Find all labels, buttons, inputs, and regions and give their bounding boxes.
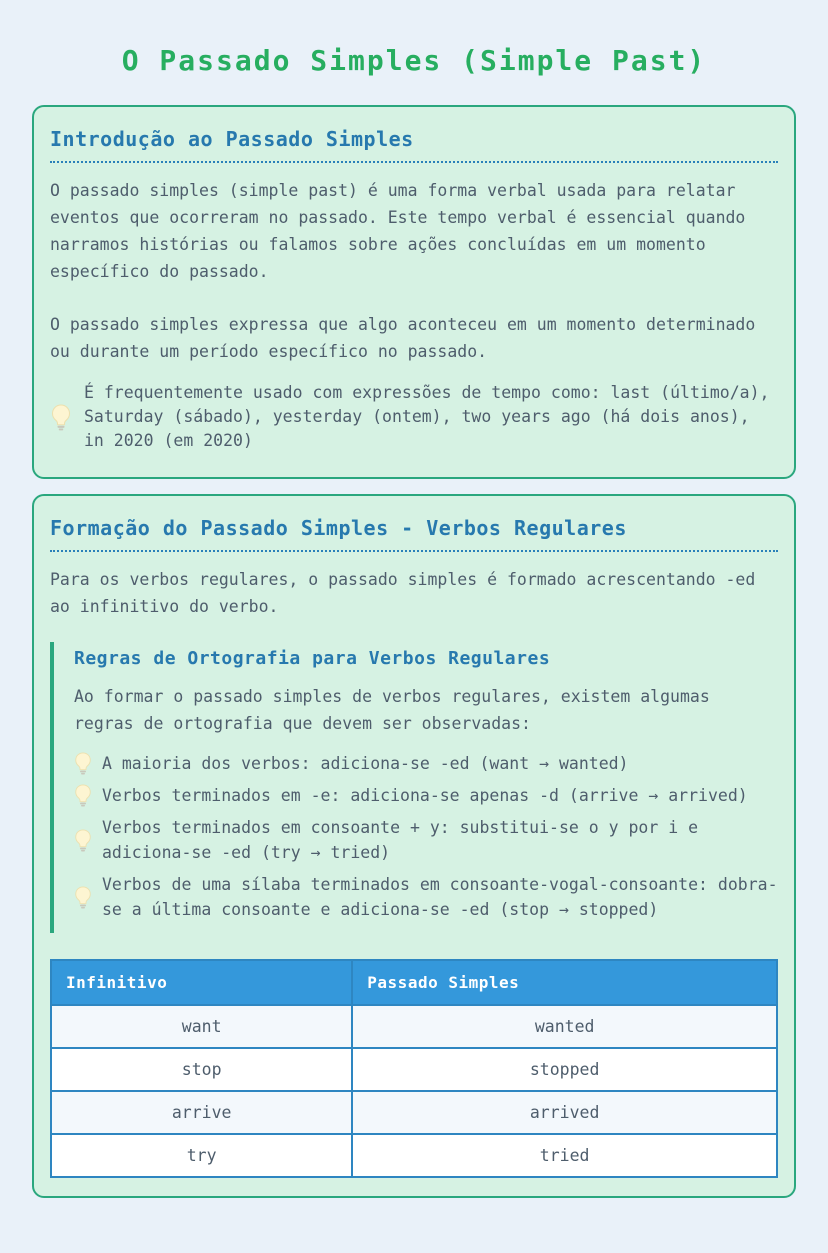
- intro-card-heading: Introdução ao Passado Simples: [50, 121, 778, 163]
- table-row: [51, 1048, 777, 1091]
- table-cell-past: tried: [352, 1134, 777, 1177]
- intro-card: [32, 105, 796, 479]
- rule-text: Verbos terminados em consoante + y: substitui-se o y por i e adiciona-se -ed (try → tried): [102, 818, 699, 862]
- table-cell-infinitive: try: [51, 1134, 352, 1177]
- table-cell-infinitive: stop: [51, 1048, 352, 1091]
- lightbulb-icon: [50, 404, 72, 431]
- spelling-rules-list: [74, 751, 778, 922]
- rule-text: Verbos de uma sílaba terminados em consoante-vogal-consoante: dobra-se a última consoante e adiciona-se -ed (stop → stopped): [102, 875, 778, 919]
- rule-text: Verbos terminados em -e: adiciona-se apenas -d (arrive → arrived): [102, 786, 748, 805]
- lightbulb-icon: [74, 752, 92, 775]
- lightbulb-icon: [74, 784, 92, 807]
- rule-text: A maioria dos verbos: adiciona-se -ed (want → wanted): [102, 754, 629, 773]
- tip-text: É frequentemente usado com expressões de tempo como: last (último/a), Saturday (sábado), yesterday (ontem), two years ago (há dois anos), in 2020 (em 2020): [84, 383, 770, 450]
- table-row: [51, 1005, 777, 1048]
- spelling-rules-section: [50, 642, 778, 933]
- formation-card: [32, 494, 796, 1198]
- spelling-rule-item: [74, 872, 778, 922]
- table-header-passado-simples: Passado Simples: [352, 960, 777, 1005]
- spelling-rule-item: [74, 815, 778, 865]
- table-header-row: [51, 960, 777, 1005]
- table-cell-past: wanted: [352, 1005, 777, 1048]
- lightbulb-icon: [74, 829, 92, 852]
- table-cell-past: arrived: [352, 1091, 777, 1134]
- table-cell-past: stopped: [352, 1048, 777, 1091]
- formation-intro-paragraph: Para os verbos regulares, o passado simples é formado acrescentando -ed ao infinitivo do verbo.: [50, 570, 756, 616]
- intro-paragraph-1: O passado simples (simple past) é uma forma verbal usada para relatar eventos que ocorreram no passado. Este tempo verbal é essencial quando narramos histórias ou falamos sobre ações concluídas em um momento específico do passado.: [50, 181, 746, 281]
- lightbulb-icon: [74, 886, 92, 909]
- table-header-infinitivo: Infinitivo: [51, 960, 352, 1005]
- intro-paragraph-2: O passado simples expressa que algo aconteceu em um momento determinado ou durante um período específico no passado.: [50, 315, 756, 361]
- table-cell-infinitive: want: [51, 1005, 352, 1048]
- spelling-rule-item: [74, 751, 778, 776]
- spelling-rule-item: [74, 783, 778, 808]
- spelling-rules-heading: Regras de Ortografia para Verbos Regulares: [74, 648, 551, 669]
- table-row: [51, 1091, 777, 1134]
- page-title: O Passado Simples (Simple Past): [121, 44, 707, 77]
- formation-card-heading: Formação do Passado Simples - Verbos Regulares: [50, 510, 778, 552]
- verbs-table: [50, 959, 778, 1178]
- table-cell-infinitive: arrive: [51, 1091, 352, 1134]
- spelling-rules-intro: Ao formar o passado simples de verbos regulares, existem algumas regras de ortografia que devem ser observadas:: [74, 687, 710, 733]
- time-expressions-tip: [50, 381, 778, 453]
